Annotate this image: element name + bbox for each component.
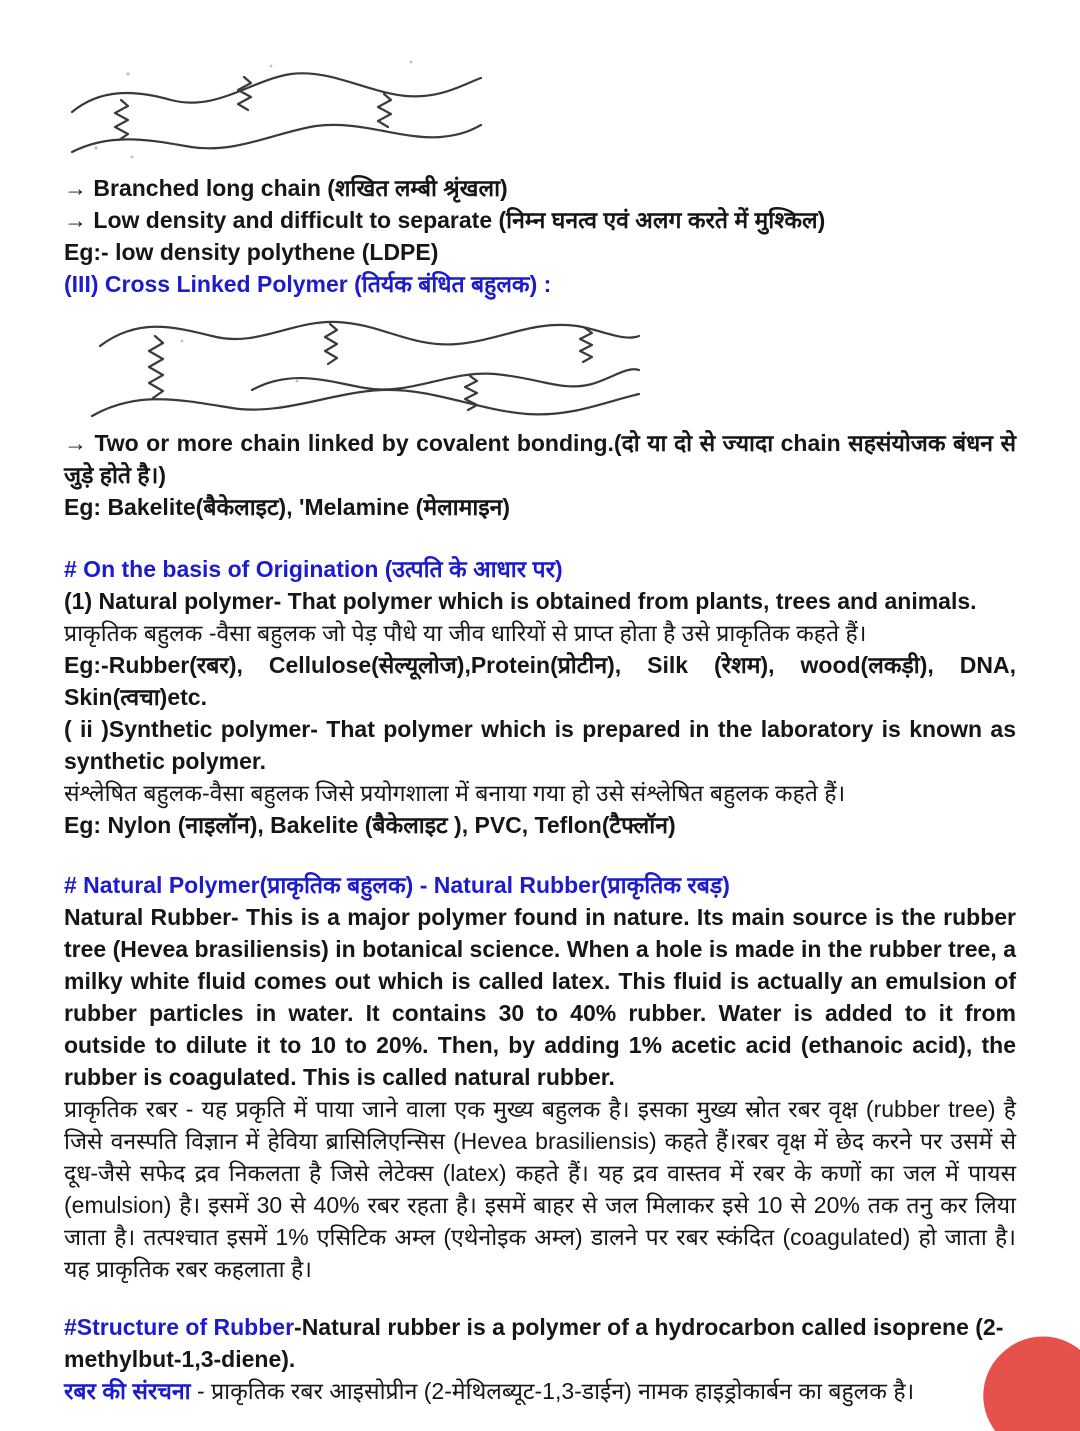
point-branched-long-chain: → Branched long chain (शखित लम्बी श्रृंखला) <box>64 175 508 201</box>
heading-origination: # On the basis of Origination (उत्पति के आधार पर) <box>64 556 563 582</box>
synthetic-polymer-examples: Eg: Nylon (नाइलॉन), Bakelite (बैकेलाइट ), PVC, Teflon(टैफ्लॉन) <box>64 812 676 838</box>
example-ldpe: Eg:- low density polythene (LDPE) <box>64 239 439 265</box>
structure-hindi-blue-part: रबर की संरचना <box>64 1378 191 1404</box>
heading-natural-rubber: # Natural Polymer(प्राकृतिक बहुलक) - Natural Rubber(प्राकृतिक रबड़) <box>64 872 730 898</box>
heading-structure-of-rubber <box>64 1311 1016 1375</box>
natural-rubber-paragraph-en: Natural Rubber- This is a major polymer found in nature. Its main source is the rubber tree (Hevea brasiliensis) in botanical science. When a hole is made in the rubber tree, a milky white fluid comes out which is called latex. This fluid is actually an emulsion of rubber particles in water. It contains 30 to 40% rubber. Water is added to it from outside to dilute it to 10 to 20%. Then, by adding 1% acetic acid (ethanoic acid), the rubber is coagulated. This is called natural rubber. <box>64 904 1016 1090</box>
structure-line-hindi <box>64 1375 1016 1407</box>
structure-heading-black-part: -Natural rubber is a polymer of a hydrocarbon called isoprene (2-methylbut-1,3-diene). <box>64 1314 1004 1372</box>
structure-heading-blue-part: #Structure of Rubber <box>64 1314 295 1340</box>
natural-rubber-paragraph-hi: प्राकृतिक रबर - यह प्रकृति में पाया जाने वाला एक मुख्य बहुलक है। इसका मुख्य स्रोत रबर वृक्ष (rubber tree) है जिसे वनस्पति विज्ञान में हेविया ब्रासिलिएन्सिस (Hevea brasiliensis) कहते हैं।रबर वृक्ष में छेद करने पर उसमें से दूध-जैसे सफेद द्रव निकलता है जिसे लेटेक्स (latex) कहते हैं। यह द्रव वास्तव में रबर के कणों का जल में पायस (emulsion) है। इसमें 30 से 40% रबर रहता है। इसमें बाहर से जल मिलाकर इसे 10 से 20% तक तनु कर लिया जाता है। तत्पश्चात इसमें 1% एसिटिक अम्ल (एथेनोइक अम्ल) डालने पर रबर स्कंदित (coagulated) हो जाता है। यह प्राकृतिक रबर कहलाता है। <box>64 1096 1016 1282</box>
natural-polymer-definition-en: (1) Natural polymer- That polymer which is obtained from plants, trees and animals. <box>64 588 977 614</box>
synthetic-polymer-definition-en: ( ii )Synthetic polymer- That polymer which is prepared in the laboratory is known as synthetic polymer. <box>64 716 1016 774</box>
cross-linked-diagram <box>82 306 642 421</box>
point-covalent-bonding: → Two or more chain linked by covalent bonding.(दो या दो से ज्यादा chain सहसंयोजक बंधन से जुड़े होते है।) <box>64 430 1016 488</box>
natural-polymer-examples: Eg:-Rubber(रबर), Cellulose(सेल्यूलोज),Protein(प्रोटीन), Silk (रेशम), wood(लकड़ी), DNA, Skin(त्वचा)etc. <box>64 652 1016 710</box>
natural-polymer-definition-hi: प्राकृतिक बहुलक -वैसा बहुलक जो पेड़ पौधे या जीव धारियों से प्राप्त होता है उसे प्राकृतिक कहते हैं। <box>64 620 867 646</box>
point-low-density: → Low density and difficult to separate (निम्न घनत्व एवं अलग करते में मुश्किल) <box>64 207 826 233</box>
synthetic-polymer-definition-hi: संश्लेषित बहुलक-वैसा बहुलक जिसे प्रयोगशाला में बनाया गया हो उसे संश्लेषित बहुलक कहते हैं। <box>64 780 846 806</box>
heading-cross-linked-polymer: (III) Cross Linked Polymer (तिर्यक बंधित बहुलक) : <box>64 271 552 297</box>
branched-chain-diagram <box>66 52 486 160</box>
structure-hindi-black-part: - प्राकृतिक रबर आइसोप्रीन (2-मेथिलब्यूट-1,3-डाईन) नामक हाइड्रोकार्बन का बहुलक है। <box>190 1378 915 1404</box>
example-bakelite-melamine: Eg: Bakelite(बैकेलाइट), 'Melamine (मेलामाइन) <box>64 494 511 520</box>
